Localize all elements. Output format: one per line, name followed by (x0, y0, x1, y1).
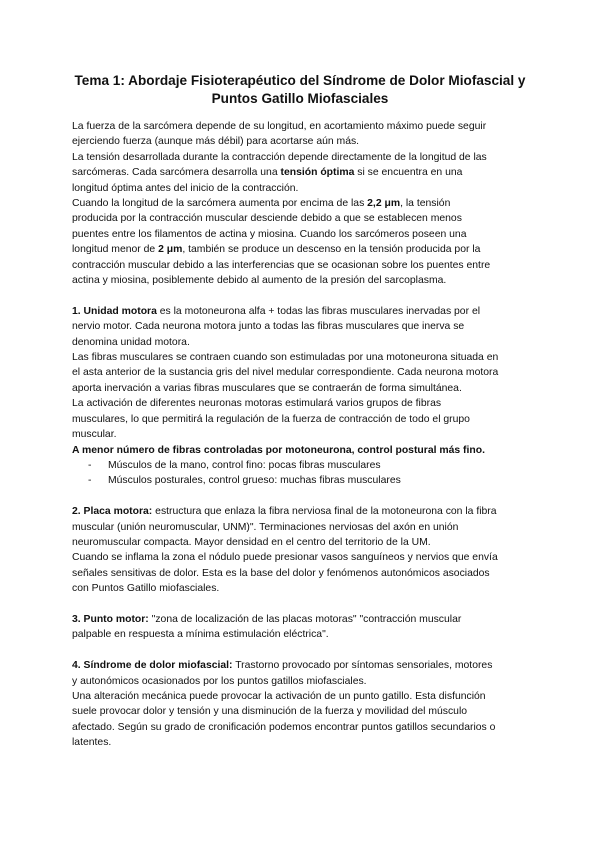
text-run: , también se produce un descenso en la tensión producida por la (182, 244, 481, 256)
bold-term-tension-optima: tensión óptima (280, 167, 355, 179)
text-line: suele provocar dolor y tensión y una disminución de la fuerza y movilidad del músculo (72, 706, 468, 718)
text-run: longitud menor de (72, 244, 159, 256)
section-heading: 4. Síndrome de dolor miofascial: (72, 660, 233, 672)
text-run: si se encuentra en una (354, 167, 463, 179)
text-line (72, 504, 542, 519)
section-placa-motora (72, 504, 542, 596)
text-line: palpable en respuesta a mínima estimulación eléctrica". (72, 629, 329, 641)
list-item-text: Músculos de la mano, control fino: pocas fibras musculares (108, 459, 381, 471)
text-line: aporta inervación a varias fibras musculares que se contraerán de forma simultánea. (72, 382, 462, 394)
paragraph-gap (72, 489, 542, 504)
text-line: contracción muscular debido a las interferencias que se ocasionan sobre los puentes entre (72, 259, 491, 271)
intro-section (72, 119, 542, 288)
text-line (72, 658, 542, 673)
dash-bullet-icon: - (88, 459, 92, 471)
bold-statement: A menor número de fibras controladas por motoneurona, control postural más fino. (72, 444, 485, 456)
section-sindrome-dolor-miofascial (72, 658, 542, 750)
document-title (70, 72, 530, 108)
text-line: La tensión desarrollada durante la contracción depende directamente de la longitud de las (72, 151, 487, 163)
text-line (72, 165, 542, 180)
text-run: , la tensión (400, 198, 451, 210)
bold-value-2-2-um: 2,2 μm (367, 198, 401, 210)
paragraph-gap (72, 288, 542, 303)
section-heading: 1. Unidad motora (72, 305, 157, 317)
text-line: latentes. (72, 737, 112, 749)
text-line: producida por la contracción muscular desciende debido a que se establecen menos (72, 213, 462, 225)
text-line: el asta anterior de la sustancia gris del nivel medular correspondiente. Cada neurona motora (72, 367, 499, 379)
text-line: longitud óptima antes del inicio de la contracción. (72, 182, 299, 194)
text-run: Cuando la longitud de la sarcómera aumenta por encima de las (72, 198, 368, 210)
text-run: "zona de localización de las placas motoras" "contracción muscular (148, 613, 462, 625)
text-line: Cuando se inflama la zona el nódulo puede presionar vasos sanguíneos y nervios que envía (72, 552, 498, 564)
text-line: actina y miosina, posiblemente debido al aumento de la presión del sarcoplasma. (72, 275, 447, 287)
text-line (72, 612, 542, 627)
text-line: y autonómicos ocasionados por los puntos gatillos miofasciales. (72, 675, 367, 687)
text-line: Una alteración mecánica puede provocar la activación de un punto gatillo. Esta disfunción (72, 690, 486, 702)
text-run: Trastorno provocado por síntomas sensoriales, motores (232, 660, 493, 672)
text-line: neuromuscular compacta. Mayor densidad en el centro del territorio de la UM. (72, 536, 431, 548)
document-body (72, 119, 542, 751)
text-line: denomina unidad motora. (72, 336, 190, 348)
paragraph-gap (72, 597, 542, 612)
text-line: La fuerza de la sarcómera depende de su longitud, en acortamiento máximo puede seguir (72, 121, 487, 132)
section-heading: 2. Placa motora: (72, 506, 153, 518)
list-item (72, 458, 542, 473)
section-unidad-motora (72, 304, 542, 489)
text-line: muscular. (72, 429, 117, 441)
text-line: La activación de diferentes neuronas motoras estimulará varios grupos de fibras (72, 398, 442, 410)
text-line: nervio motor. Cada neurona motora junto a todas las fibras musculares que inerva se (72, 321, 465, 333)
text-line (72, 196, 542, 211)
list-item-text: Músculos posturales, control grueso: muchas fibras musculares (108, 475, 401, 487)
dash-bullet-icon: - (88, 475, 92, 487)
text-line: ejerciendo fuerza (aunque más débil) para acortarse aún más. (72, 136, 360, 148)
text-run: sarcómeras. Cada sarcómera desarrolla una (72, 167, 281, 179)
text-line: señales sensitivas de dolor. Esta es la base del dolor y fenómenos autonómicos asociados (72, 567, 490, 579)
list-item (72, 473, 542, 488)
section-punto-motor (72, 612, 542, 643)
title-line-1: Tema 1: Abordaje Fisioterapéutico del Síndrome de Dolor Miofascial y (74, 73, 526, 88)
text-run: estructura que enlaza la fibra nerviosa final de la motoneurona con la fibra (152, 506, 497, 518)
text-line (72, 242, 542, 257)
title-line-2: Puntos Gatillo Miofasciales (211, 91, 389, 106)
text-line (72, 304, 542, 319)
text-line: afectado. Según su grado de cronificación podemos encontrar puntos gatillos secundarios o (72, 721, 496, 733)
section-heading: 3. Punto motor: (72, 613, 149, 625)
text-run: es la motoneurona alfa + todas las fibras musculares inervadas por el (156, 305, 481, 317)
bold-value-2-um: 2 μm (158, 244, 183, 256)
text-line: con Puntos Gatillo miofasciales. (72, 583, 220, 595)
text-line: muscular (unión neuromuscular, UNM)". Terminaciones nerviosas del axón en unión (72, 521, 459, 533)
text-line: Las fibras musculares se contraen cuando son estimuladas por una motoneurona situada en (72, 352, 499, 364)
text-line: puentes entre los filamentos de actina y miosina. Cuando los sarcómeros poseen una (72, 228, 467, 240)
text-line: musculares, lo que permitirá la regulación de la fuerza de contracción de todo el grupo (72, 413, 470, 425)
paragraph-gap (72, 643, 542, 658)
